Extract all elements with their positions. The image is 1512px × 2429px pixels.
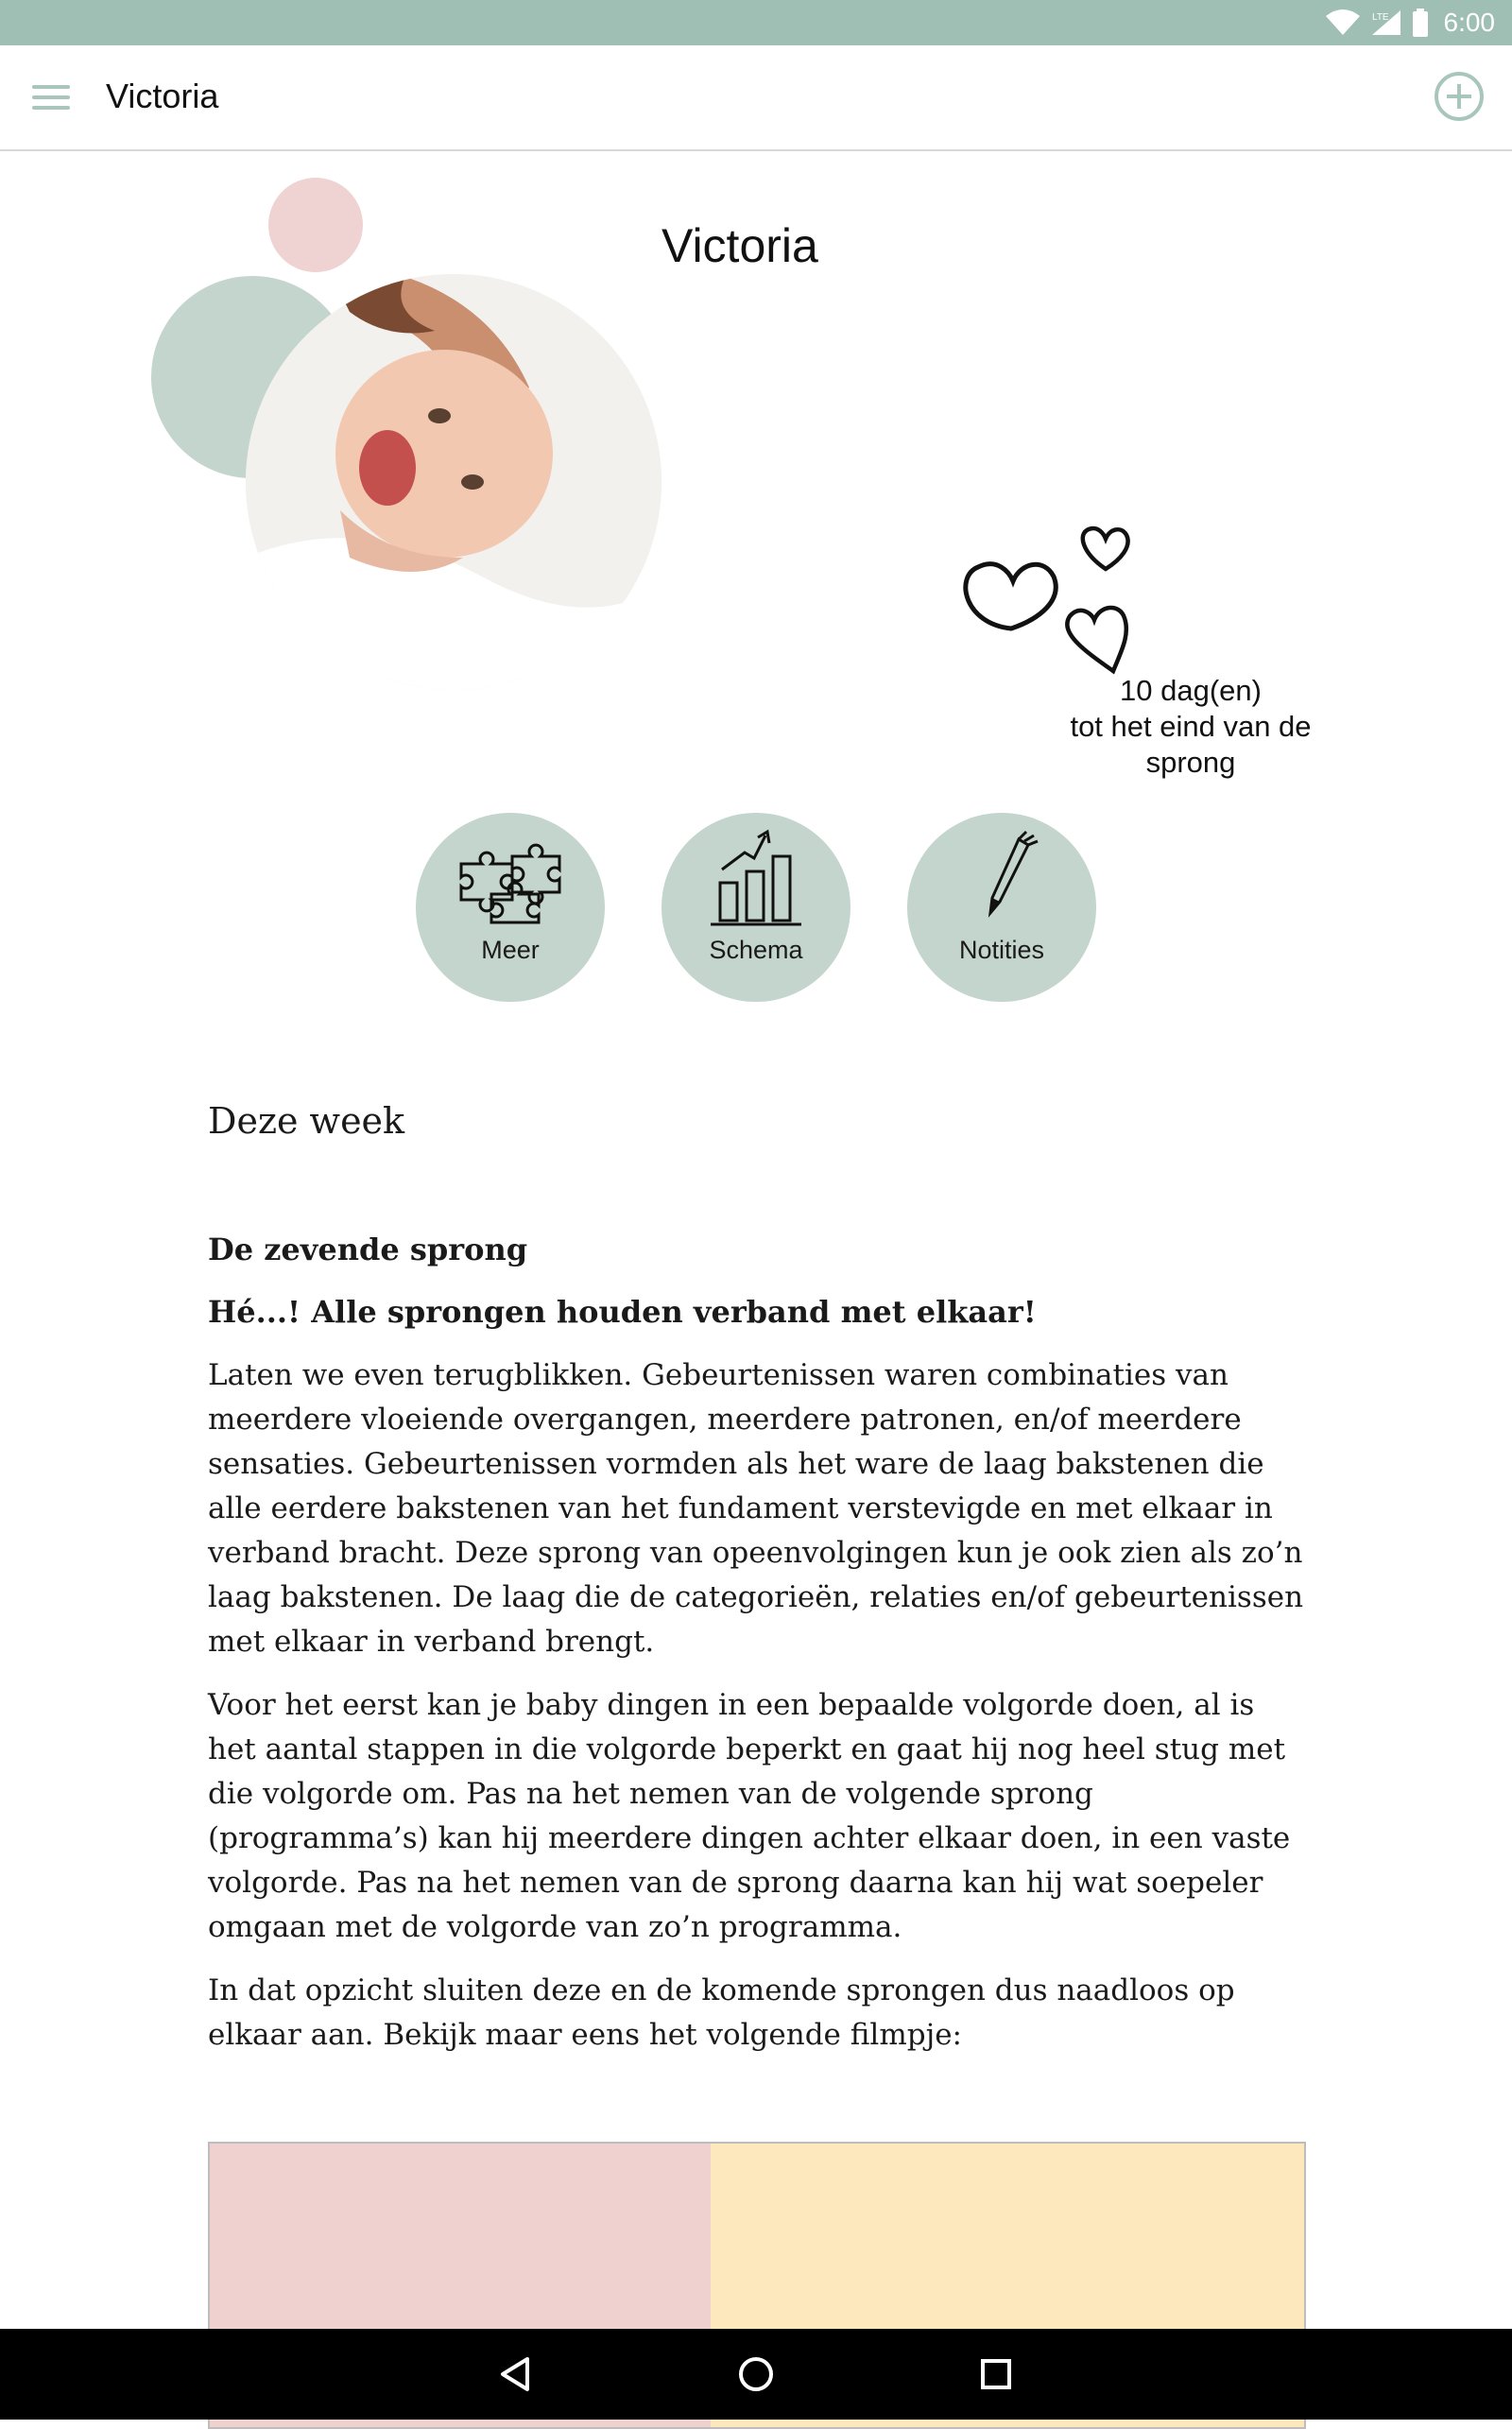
article-paragraph-1: Laten we even terugblikken. Gebeurtenissen waren combinaties van meerdere vloeiende overgangen, meerdere patronen, en/of meerdere sensaties. Gebeurtenissen vormden als het ware de laag bakstenen die alle eerdere bakstenen van het fundament verstevigde en met elkaar in verband bracht. Deze sprong van opeenvolgingen kun je ook zien als zo’n laag bakstenen. De laag die de categorieën, relaties en/of gebeurtenissen met elkaar in verband brengt. xyxy=(208,1358,1304,1659)
app-bar-title: Victoria xyxy=(106,77,219,115)
countdown-days: 10 dag(en) xyxy=(1120,674,1262,707)
menu-icon[interactable] xyxy=(32,81,72,113)
home-icon[interactable] xyxy=(733,2351,779,2397)
status-bar xyxy=(0,0,1512,45)
article-subheading: Hé...! Alle sprongen houden verband met elkaar! xyxy=(208,1294,1037,1330)
recents-icon[interactable] xyxy=(973,2351,1019,2397)
schema-label: Schema xyxy=(709,936,803,964)
meer-label: Meer xyxy=(481,936,540,964)
add-circle-icon[interactable] xyxy=(1433,70,1486,123)
notities-button[interactable] xyxy=(907,813,1096,1002)
article-heading: De zevende sprong xyxy=(208,1232,528,1267)
meer-button[interactable] xyxy=(416,813,605,1002)
decorative-circle-pink xyxy=(268,178,363,272)
battery-icon xyxy=(1412,9,1429,37)
puzzle-icon xyxy=(454,828,567,932)
status-icons xyxy=(1325,6,1496,40)
article xyxy=(208,1229,1304,2076)
schema-button[interactable] xyxy=(662,813,850,1002)
child-name: Victoria xyxy=(662,219,818,272)
article-paragraph-2: Voor het eerst kan je baby dingen in een bepaalde volgorde doen, al is het aantal stappen in die volgorde beperkt en gaat hij nog heel stug met die volgorde om. Pas na het nemen van de volgende sprong (programma’s) kan hij meerdere dingen achter elkaar doen, in een vaste volgorde. Pas na het nemen van de sprong daarna kan hij wat soepeler omgaan met de volgorde van zo’n programma. xyxy=(208,1688,1291,1944)
wifi-icon xyxy=(1325,9,1361,37)
network-type-label: LTE xyxy=(1371,12,1389,23)
countdown-text-2: sprong xyxy=(1145,746,1236,779)
baby-photo-illustration xyxy=(246,274,662,690)
app-bar xyxy=(0,45,1512,151)
countdown-text-1: tot het eind van de xyxy=(1070,710,1312,743)
signal-icon xyxy=(1370,9,1402,37)
pen-icon xyxy=(945,828,1058,932)
back-icon[interactable] xyxy=(493,2351,539,2397)
notities-label: Notities xyxy=(958,936,1045,964)
bar-chart-icon xyxy=(699,828,813,932)
status-time: 6:00 xyxy=(1443,8,1495,37)
article-paragraph-3: In dat opzicht sluiten deze en de komende sprongen dus naadloos op elkaar aan. Bekijk maar eens het volgende filmpje: xyxy=(208,1973,1235,2052)
leap-countdown xyxy=(1040,673,1342,781)
navigation-bar xyxy=(0,2329,1512,2420)
hearts-icon xyxy=(954,510,1143,680)
baby-photo[interactable] xyxy=(246,274,662,690)
section-title: Deze week xyxy=(208,1100,405,1142)
